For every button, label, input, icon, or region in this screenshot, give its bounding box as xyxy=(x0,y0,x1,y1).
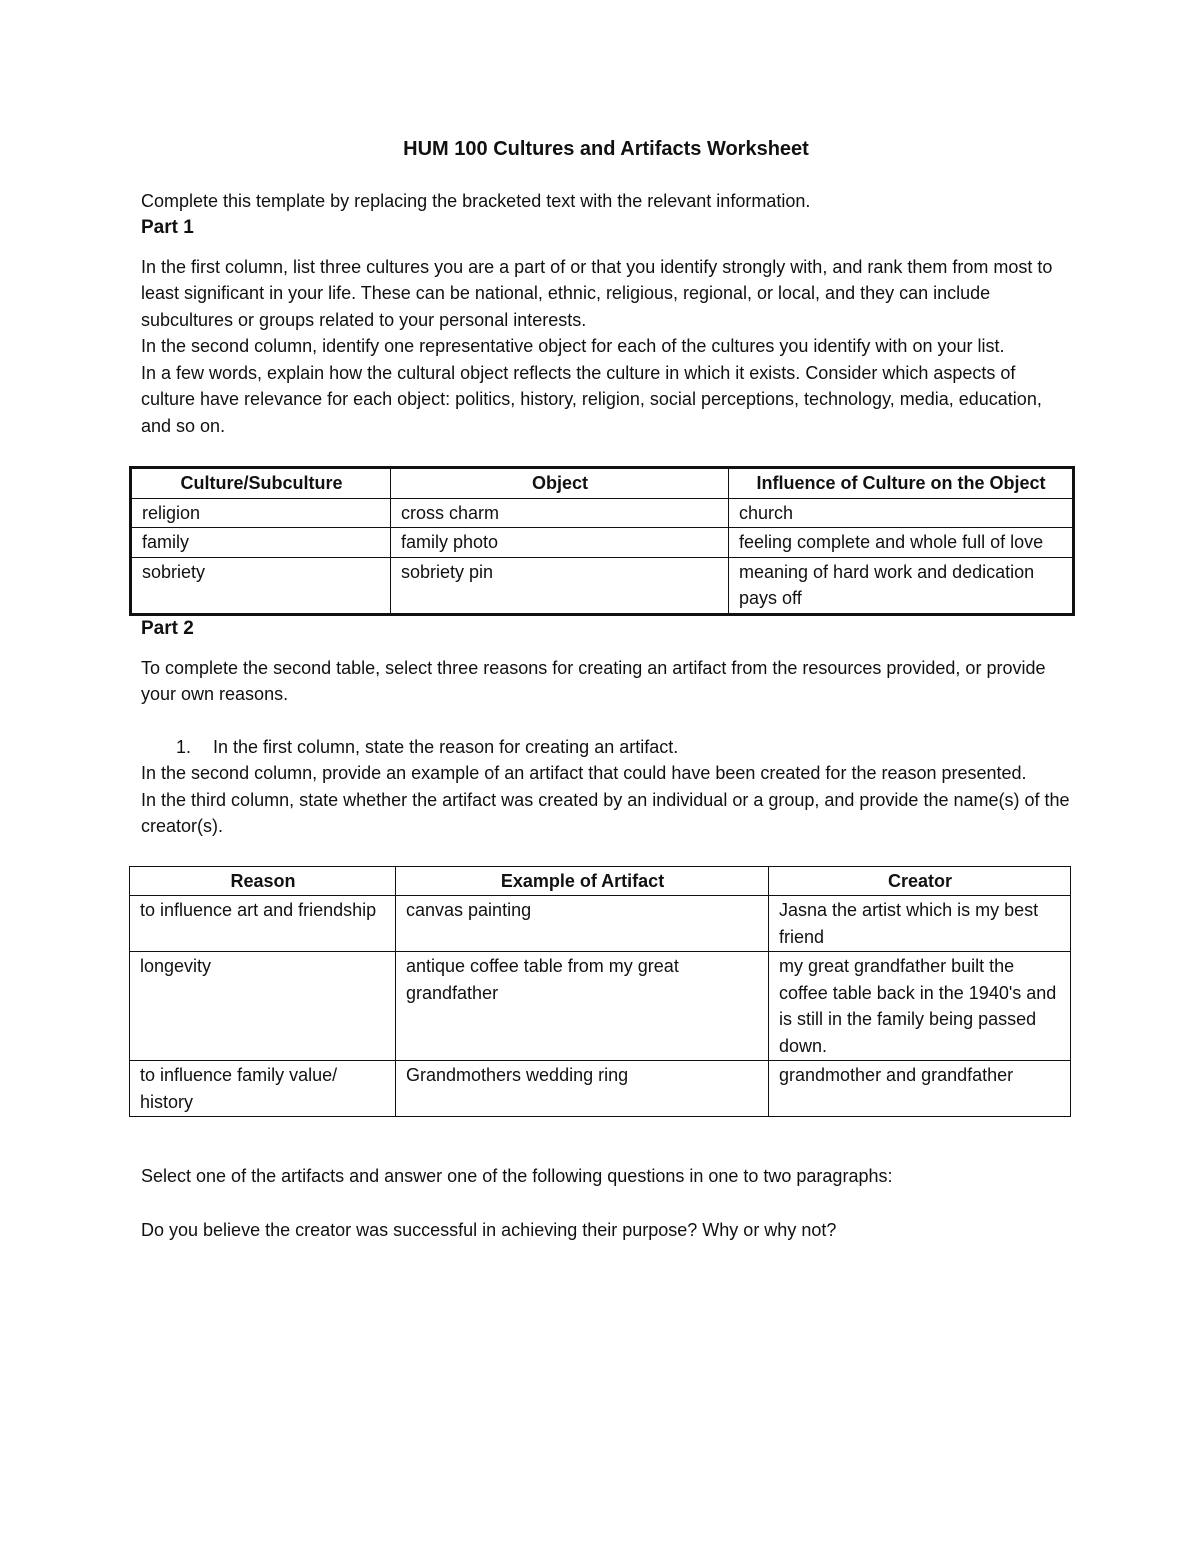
part1-instructions xyxy=(141,254,1071,440)
table-cell[interactable]: canvas painting xyxy=(396,896,769,952)
question-text: Do you believe the creator was successful in achieving their purpose? Why or why not? xyxy=(141,1219,837,1240)
column-header-reason: Reason xyxy=(130,866,396,896)
table-cell[interactable]: family photo xyxy=(391,528,729,558)
column-header-example: Example of Artifact xyxy=(396,866,769,896)
part2-heading: Part 2 xyxy=(141,617,194,639)
numbered-list-item xyxy=(141,734,1071,761)
table-cell[interactable]: my great grandfather built the coffee table back in the 1940's and is still in the family being passed down. xyxy=(769,952,1071,1061)
table-cell[interactable]: sobriety pin xyxy=(391,557,729,614)
table-cell[interactable]: cross charm xyxy=(391,498,729,528)
table-header-row xyxy=(130,866,1071,896)
part2-paragraph: In the third column, state whether the artifact was created by an individual or a group, and provide the name(s) of the creator(s). xyxy=(141,789,1070,836)
cultures-table xyxy=(129,466,1075,616)
table-cell[interactable]: antique coffee table from my great grandfather xyxy=(396,952,769,1061)
table-cell[interactable]: to influence family value/ history xyxy=(130,1061,396,1117)
list-item-text: In the first column, state the reason for creating an artifact. xyxy=(213,736,679,757)
part2-intro-text: To complete the second table, select three reasons for creating an artifact from the resources provided, or provide your own reasons. xyxy=(141,657,1046,704)
table-row xyxy=(131,528,1074,558)
table-row xyxy=(130,896,1071,952)
document-body xyxy=(141,135,1071,1243)
table-header-row xyxy=(131,468,1074,499)
part1-paragraph: In the first column, list three cultures you are a part of or that you identify strongly with, and rank them from most to least significant in your life. These can be national, ethnic, religious, regional, or local, and they can include subcultures or groups related to your personal interests. xyxy=(141,256,1053,330)
table-cell[interactable]: meaning of hard work and dedication pays off xyxy=(729,557,1074,614)
artifacts-table xyxy=(129,866,1071,1118)
part1-paragraph: In the second column, identify one representative object for each of the cultures you identify with on your list. xyxy=(141,336,1005,356)
table-row xyxy=(130,1061,1071,1117)
table-cell[interactable]: feeling complete and whole full of love xyxy=(729,528,1074,558)
column-header-object: Object xyxy=(391,468,729,499)
document-title: HUM 100 Cultures and Artifacts Worksheet xyxy=(403,138,809,160)
table-cell[interactable]: Jasna the artist which is my best friend xyxy=(769,896,1071,952)
table-cell[interactable]: sobriety xyxy=(131,557,391,614)
table-cell[interactable]: family xyxy=(131,528,391,558)
table-cell[interactable]: church xyxy=(729,498,1074,528)
part1-paragraph: In a few words, explain how the cultural object reflects the culture in which it exists. Consider which aspects of culture have relevance for each object: politics, history, religion, social perceptions, technology, media, education, and so on. xyxy=(141,362,1042,436)
column-header-creator: Creator xyxy=(769,866,1071,896)
list-number: 1. xyxy=(176,736,192,757)
table-row xyxy=(131,498,1074,528)
table-cell[interactable]: longevity xyxy=(130,952,396,1061)
table-row xyxy=(130,952,1071,1061)
table-row xyxy=(131,557,1074,614)
table-cell[interactable]: Grandmothers wedding ring xyxy=(396,1061,769,1117)
part1-heading: Part 1 xyxy=(141,216,194,238)
table-cell[interactable]: religion xyxy=(131,498,391,528)
part2-paragraph: In the second column, provide an example of an artifact that could have been created for the reason presented. xyxy=(141,763,1027,783)
column-header-influence: Influence of Culture on the Object xyxy=(729,468,1074,499)
table-cell[interactable]: to influence art and friendship xyxy=(130,896,396,952)
table-cell[interactable]: grandmother and grandfather xyxy=(769,1061,1071,1117)
question-intro-text: Select one of the artifacts and answer one of the following questions in one to two paragraphs: xyxy=(141,1166,893,1186)
column-header-culture: Culture/Subculture xyxy=(131,468,391,499)
instructions-text: Complete this template by replacing the bracketed text with the relevant information. xyxy=(141,191,811,211)
